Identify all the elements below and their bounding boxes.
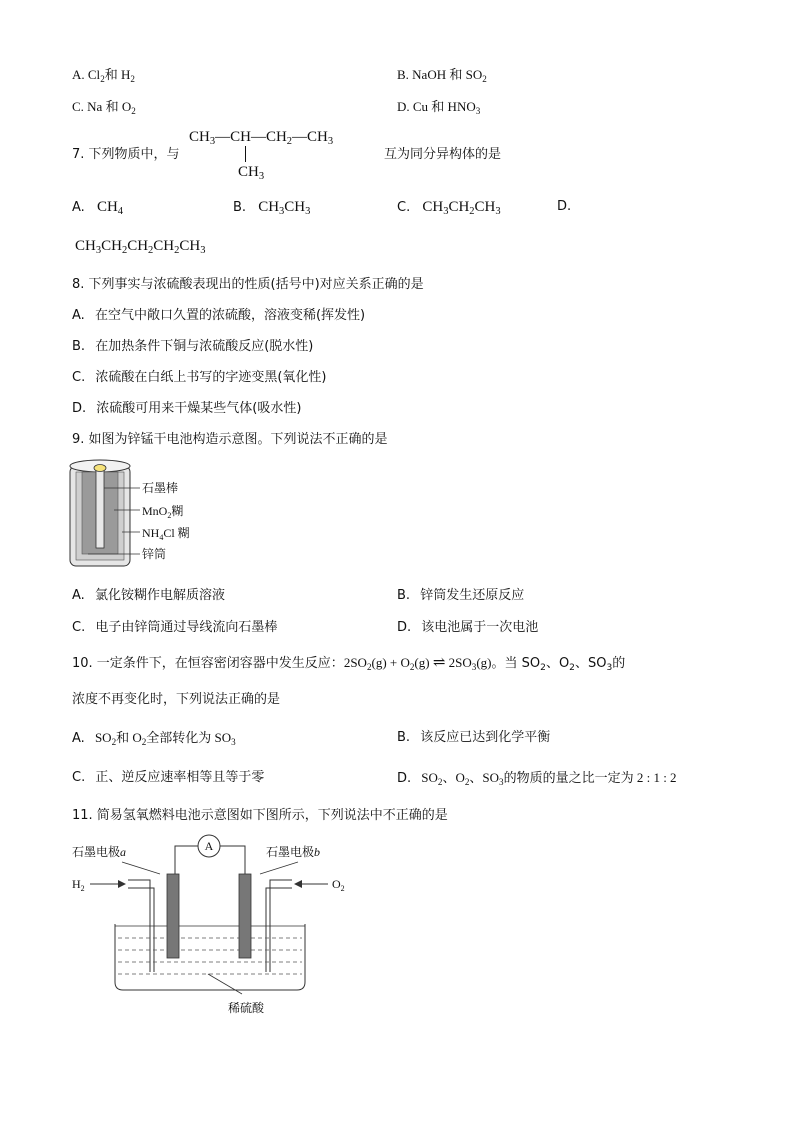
label-zinc-can: 锌筒 (142, 547, 167, 561)
label-mno2: MnO$_2$糊 (142, 504, 184, 520)
label-o2: $O_2$ (332, 877, 345, 893)
label-h2: $H_2$ (72, 877, 85, 893)
wire-right (220, 846, 245, 874)
q6-option-b[interactable]: B. NaOH 和 $SO_2$ (397, 67, 487, 84)
q10-stem-line2: 浓度不再变化时，下列说法正确的是 (72, 692, 281, 707)
fuel-cell-diagram (70, 832, 360, 1022)
q7-option-b[interactable]: B. $CH_3CH_3$ (233, 199, 311, 217)
leader-electrode-a (122, 862, 160, 874)
q7-option-a[interactable]: A. $CH_4$ (72, 199, 124, 217)
label-electrode-a: 石墨电极a (72, 845, 127, 859)
electrode-b-shape (239, 874, 251, 958)
q7-main-chain: $CH_3—CH—CH_2—CH_3$ (189, 129, 334, 147)
ammeter-label: A (204, 839, 214, 853)
cap-shape (94, 465, 106, 472)
q11-stem: 11. 简易氢氧燃料电池示意图如下图所示，下列说法中不正确的是 (72, 808, 448, 823)
h2-arrowhead (118, 880, 126, 888)
wire-left (175, 846, 198, 874)
q10-option-b[interactable]: B. 该反应已达到化学平衡 (397, 730, 551, 745)
electrode-a-shape (167, 874, 179, 958)
label-acid: 稀硫酸 (228, 1001, 265, 1015)
o2-arrowhead (294, 880, 302, 888)
q7-stem-before: 7. 下列物质中，与 (72, 147, 180, 162)
q7-option-d-formula: $CH_3CH_2CH_2CH_2CH_3$ (75, 238, 206, 256)
q6-option-c[interactable]: C. Na 和 $O_2$ (72, 99, 136, 116)
q8-option-b[interactable]: B. 在加热条件下铜与浓硫酸反应(脱水性) (72, 339, 314, 354)
label-electrode-b: 石墨电极b (266, 845, 321, 859)
label-nh4cl: $NH_4Cl$ 糊 (142, 526, 190, 542)
q9-option-d[interactable]: D. 该电池属于一次电池 (397, 620, 539, 635)
q8-option-d[interactable]: D. 浓硫酸可用来干燥某些气体(吸水性) (72, 401, 302, 416)
q7-option-c[interactable]: C. $CH_3CH_2CH_3$ (397, 199, 501, 217)
q7-branch-methyl: $CH_3$ (238, 164, 265, 182)
q6-option-d[interactable]: D. Cu 和 $HNO_3$ (397, 99, 481, 116)
q7-option-d[interactable]: D. (557, 199, 572, 214)
label-graphite-rod: 石墨棒 (142, 481, 179, 495)
q10-option-a[interactable]: A. $SO_2$和 $O_2$全部转化为 $SO_3$ (72, 730, 236, 747)
dry-cell-diagram (68, 458, 228, 570)
q7-branch-bond (245, 146, 246, 162)
q7-stem-after: 互为同分异构体的是 (384, 147, 502, 162)
q9-stem: 9. 如图为锌锰干电池构造示意图。下列说法不正确的是 (72, 432, 388, 447)
q8-option-a[interactable]: A. 在空气中敞口久置的浓硫酸，溶液变稀(挥发性) (72, 308, 366, 323)
beaker-shape (115, 924, 305, 990)
leader-electrode-b (260, 862, 298, 874)
leader-acid (208, 974, 242, 994)
graphite-rod-shape (96, 468, 104, 548)
q9-option-b[interactable]: B. 锌筒发生还原反应 (397, 588, 525, 603)
q10-option-d[interactable]: D. $SO_2$、$O_2$、$SO_3$的物质的量之比一定为 2 : 1 : 2 (397, 770, 677, 787)
equilibrium-arrow-icon: ⇌ (432, 655, 446, 671)
q10-stem-line1: 10. 一定条件下，在恒容密闭容器中发生反应：$2SO_2(g) + O_2(g)$ ⇌ $2SO_3(g)$。当 $SO_2$、$O_2$、$SO_3$的 (72, 655, 626, 673)
q8-stem: 8. 下列事实与浓硫酸表现出的性质(括号中)对应关系正确的是 (72, 277, 424, 292)
q8-option-c[interactable]: C. 浓硫酸在白纸上书写的字迹变黑(氧化性) (72, 370, 327, 385)
q10-equation: $2SO_2(g) + O_2(g)$ ⇌ $2SO_3(g)$ (343, 655, 492, 672)
q9-option-a[interactable]: A. 氯化铵糊作电解质溶液 (72, 588, 225, 603)
q6-option-a[interactable]: A. $Cl_2$和 $H_2$ (72, 67, 135, 84)
q9-option-c[interactable]: C. 电子由锌筒通过导线流向石墨棒 (72, 620, 278, 635)
q10-option-c[interactable]: C. 正、逆反应速率相等且等于零 (72, 770, 265, 785)
